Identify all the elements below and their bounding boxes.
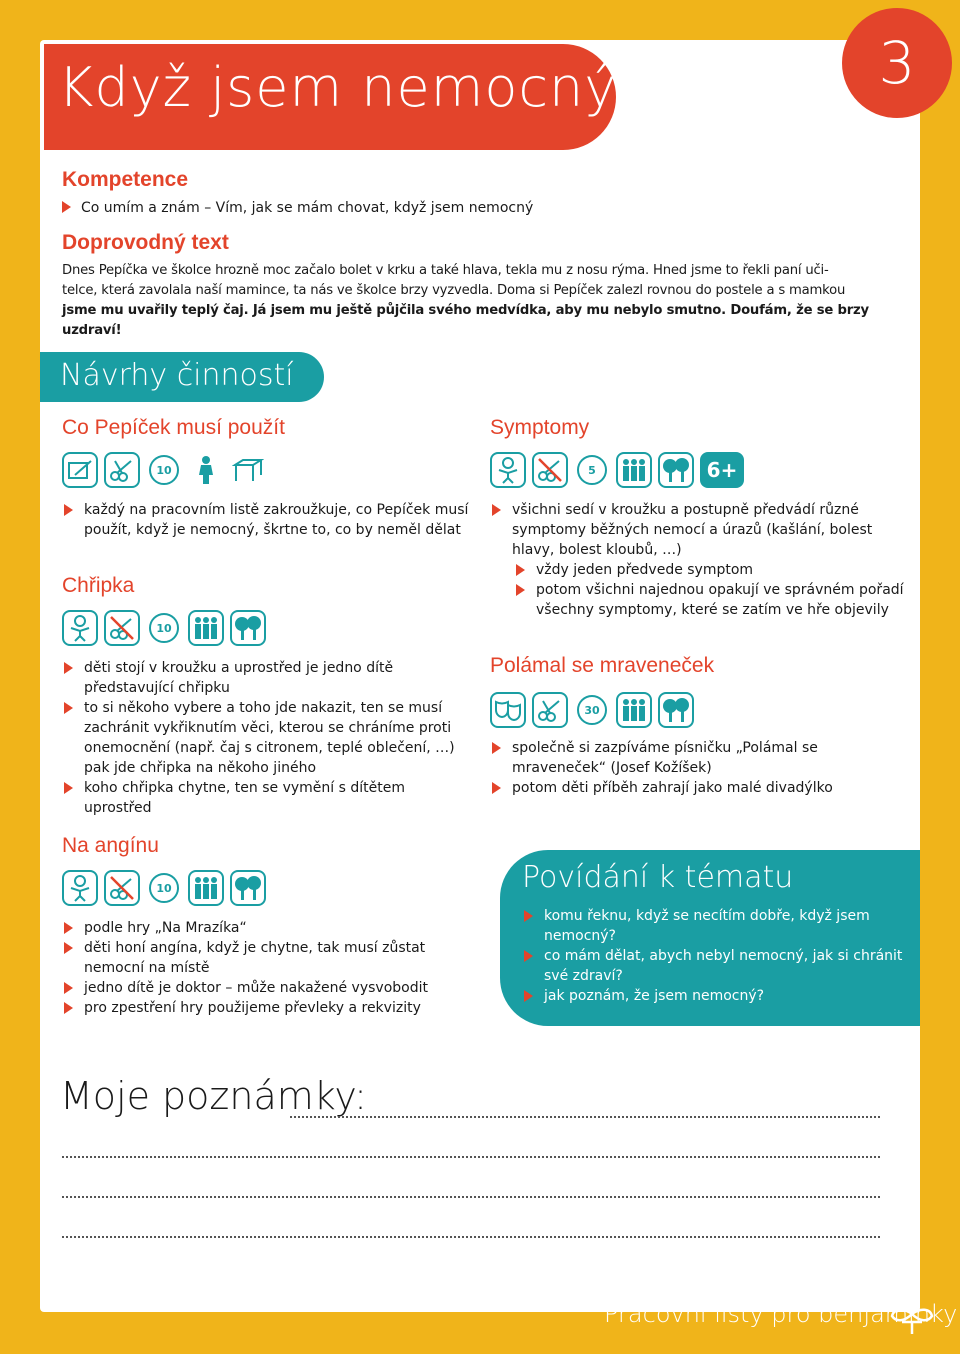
list-item: děti honí angína, když je chytne, tak musí zůstat nemocní na místě <box>62 938 472 978</box>
section-list <box>62 918 472 1018</box>
section-list <box>62 500 472 540</box>
group-icon <box>616 452 652 488</box>
list-item: komu řeknu, když se necítím dobře, když jsem nemocný? <box>522 906 914 946</box>
scissors-icon <box>104 452 140 488</box>
list-subitem: potom všichni najednou opakují ve správném pořadí všechny symptomy, které se zatím ve hře objevily <box>490 580 910 620</box>
list-item: to si někoho vybere a toho jde nakazit, ten se musí zachránit vykřiknutím věci, kterou se chráníme proti onemocnění (např. čaj s citronem, teplé oblečení, …) pak jde chřipka na někoho jiného <box>62 698 462 778</box>
kompetence-item: Co umím a znám – Vím, jak se mám chovat, když jsem nemocný <box>62 198 533 218</box>
age-badge: 6+ <box>700 452 744 488</box>
worksheet-icon <box>62 452 98 488</box>
list-item: jedno dítě je doktor – může nakažené vysvobodit <box>62 978 472 998</box>
no-scissors-icon <box>104 610 140 646</box>
section-list <box>62 658 462 818</box>
clock-icon: 10 <box>146 452 182 488</box>
list-item: každý na pracovním listě zakroužkuje, co Pepíček musí použít, když je nemocný, škrtne to, co by neměl dělat <box>62 500 472 540</box>
notes-line[interactable] <box>62 1156 880 1158</box>
notes-title: Moje poznámky: <box>60 1074 367 1118</box>
activity-icons <box>62 870 266 906</box>
activity-icons <box>62 610 266 646</box>
list-item: co mám dělat, abych nebyl nemocný, jak si chránit své zdraví? <box>522 946 914 986</box>
list-item: jak poznám, že jsem nemocný? <box>522 986 914 1006</box>
trees-icon <box>230 610 266 646</box>
sheet-number: 3 <box>842 8 952 118</box>
list-item: děti stojí v kroužku a uprostřed je jedno dítě představující chřipku <box>62 658 462 698</box>
table-icon <box>230 452 266 488</box>
trees-icon <box>658 692 694 728</box>
child-play-icon <box>62 870 98 906</box>
section-heading: Polámal se mraveneček <box>490 654 715 677</box>
group-icon <box>188 610 224 646</box>
bullet-arrow-icon <box>62 201 71 213</box>
clock-icon: 5 <box>574 452 610 488</box>
list-subitem: vždy jeden předvede symptom <box>490 560 910 580</box>
clock-icon: 10 <box>146 870 182 906</box>
kompetence-heading: Kompetence <box>62 168 189 191</box>
clock-icon: 10 <box>146 610 182 646</box>
notes-line[interactable] <box>62 1196 880 1198</box>
list-item: společně si zazpíváme písničku „Polámal se mraveneček“ (Josef Kožíšek) <box>490 738 910 778</box>
scissors-icon <box>532 692 568 728</box>
no-scissors-icon <box>532 452 568 488</box>
section-list <box>490 500 910 620</box>
page-title: Když jsem nemocný <box>58 56 618 119</box>
notes-line[interactable] <box>290 1116 880 1118</box>
list-item: podle hry „Na Mrazíka“ <box>62 918 472 938</box>
list-item: potom děti příběh zahrají jako malé divadýlko <box>490 778 910 798</box>
section-heading: Chřipka <box>62 574 135 597</box>
trees-icon <box>658 452 694 488</box>
doprovodny-text: Dnes Pepíčka ve školce hrozně moc začalo bolet v krku a také hlava, tekla mu z nosu rýma. Hned jsme to řekli paní uči- telce, která zavolala naší mamince, ta nás ve školce brzy vyzvedla. Doma si Pepíček zalezl rovnou do postele a s mamkou jsme mu uvařily teplý čaj. Já jsem mu ještě půjčila svého medvídka, aby mu nebylo smutno. Doufám, že se brzy uzdraví! <box>62 263 869 338</box>
group-icon <box>616 692 652 728</box>
activity-icons <box>490 452 744 488</box>
list-item: všichni sedí v kroužku a postupně předvádí různé symptomy běžných nemocí a úrazů (kašlání, bolest hlavy, bolest kloubů, …) <box>490 500 910 560</box>
child-play-icon <box>490 452 526 488</box>
povidani-banner: Povídání k tématu <box>522 860 794 895</box>
notes-line[interactable] <box>62 1236 880 1238</box>
list-item: pro zpestření hry použijeme převleky a rekvizity <box>62 998 472 1018</box>
section-heading: Co Pepíček musí použít <box>62 416 285 439</box>
lily-icon <box>886 1286 938 1338</box>
section-heading: Symptomy <box>490 416 590 439</box>
list-item: koho chřipka chytne, ten se vymění s dítětem uprostřed <box>62 778 462 818</box>
no-scissors-icon <box>104 870 140 906</box>
section-list <box>490 738 910 798</box>
activity-icons <box>490 692 694 728</box>
activity-icons <box>62 452 266 488</box>
doprovodny-heading: Doprovodný text <box>62 231 229 254</box>
theatre-icon <box>490 692 526 728</box>
child-icon <box>188 452 224 488</box>
section-heading: Na angínu <box>62 834 159 857</box>
navrhy-banner: Návrhy činností <box>40 352 324 402</box>
child-play-icon <box>62 610 98 646</box>
povidani-list <box>522 906 914 1006</box>
clock-icon: 30 <box>574 692 610 728</box>
group-icon <box>188 870 224 906</box>
trees-icon <box>230 870 266 906</box>
footer-text: Pracovní listy pro benjamínky <box>604 1300 958 1328</box>
